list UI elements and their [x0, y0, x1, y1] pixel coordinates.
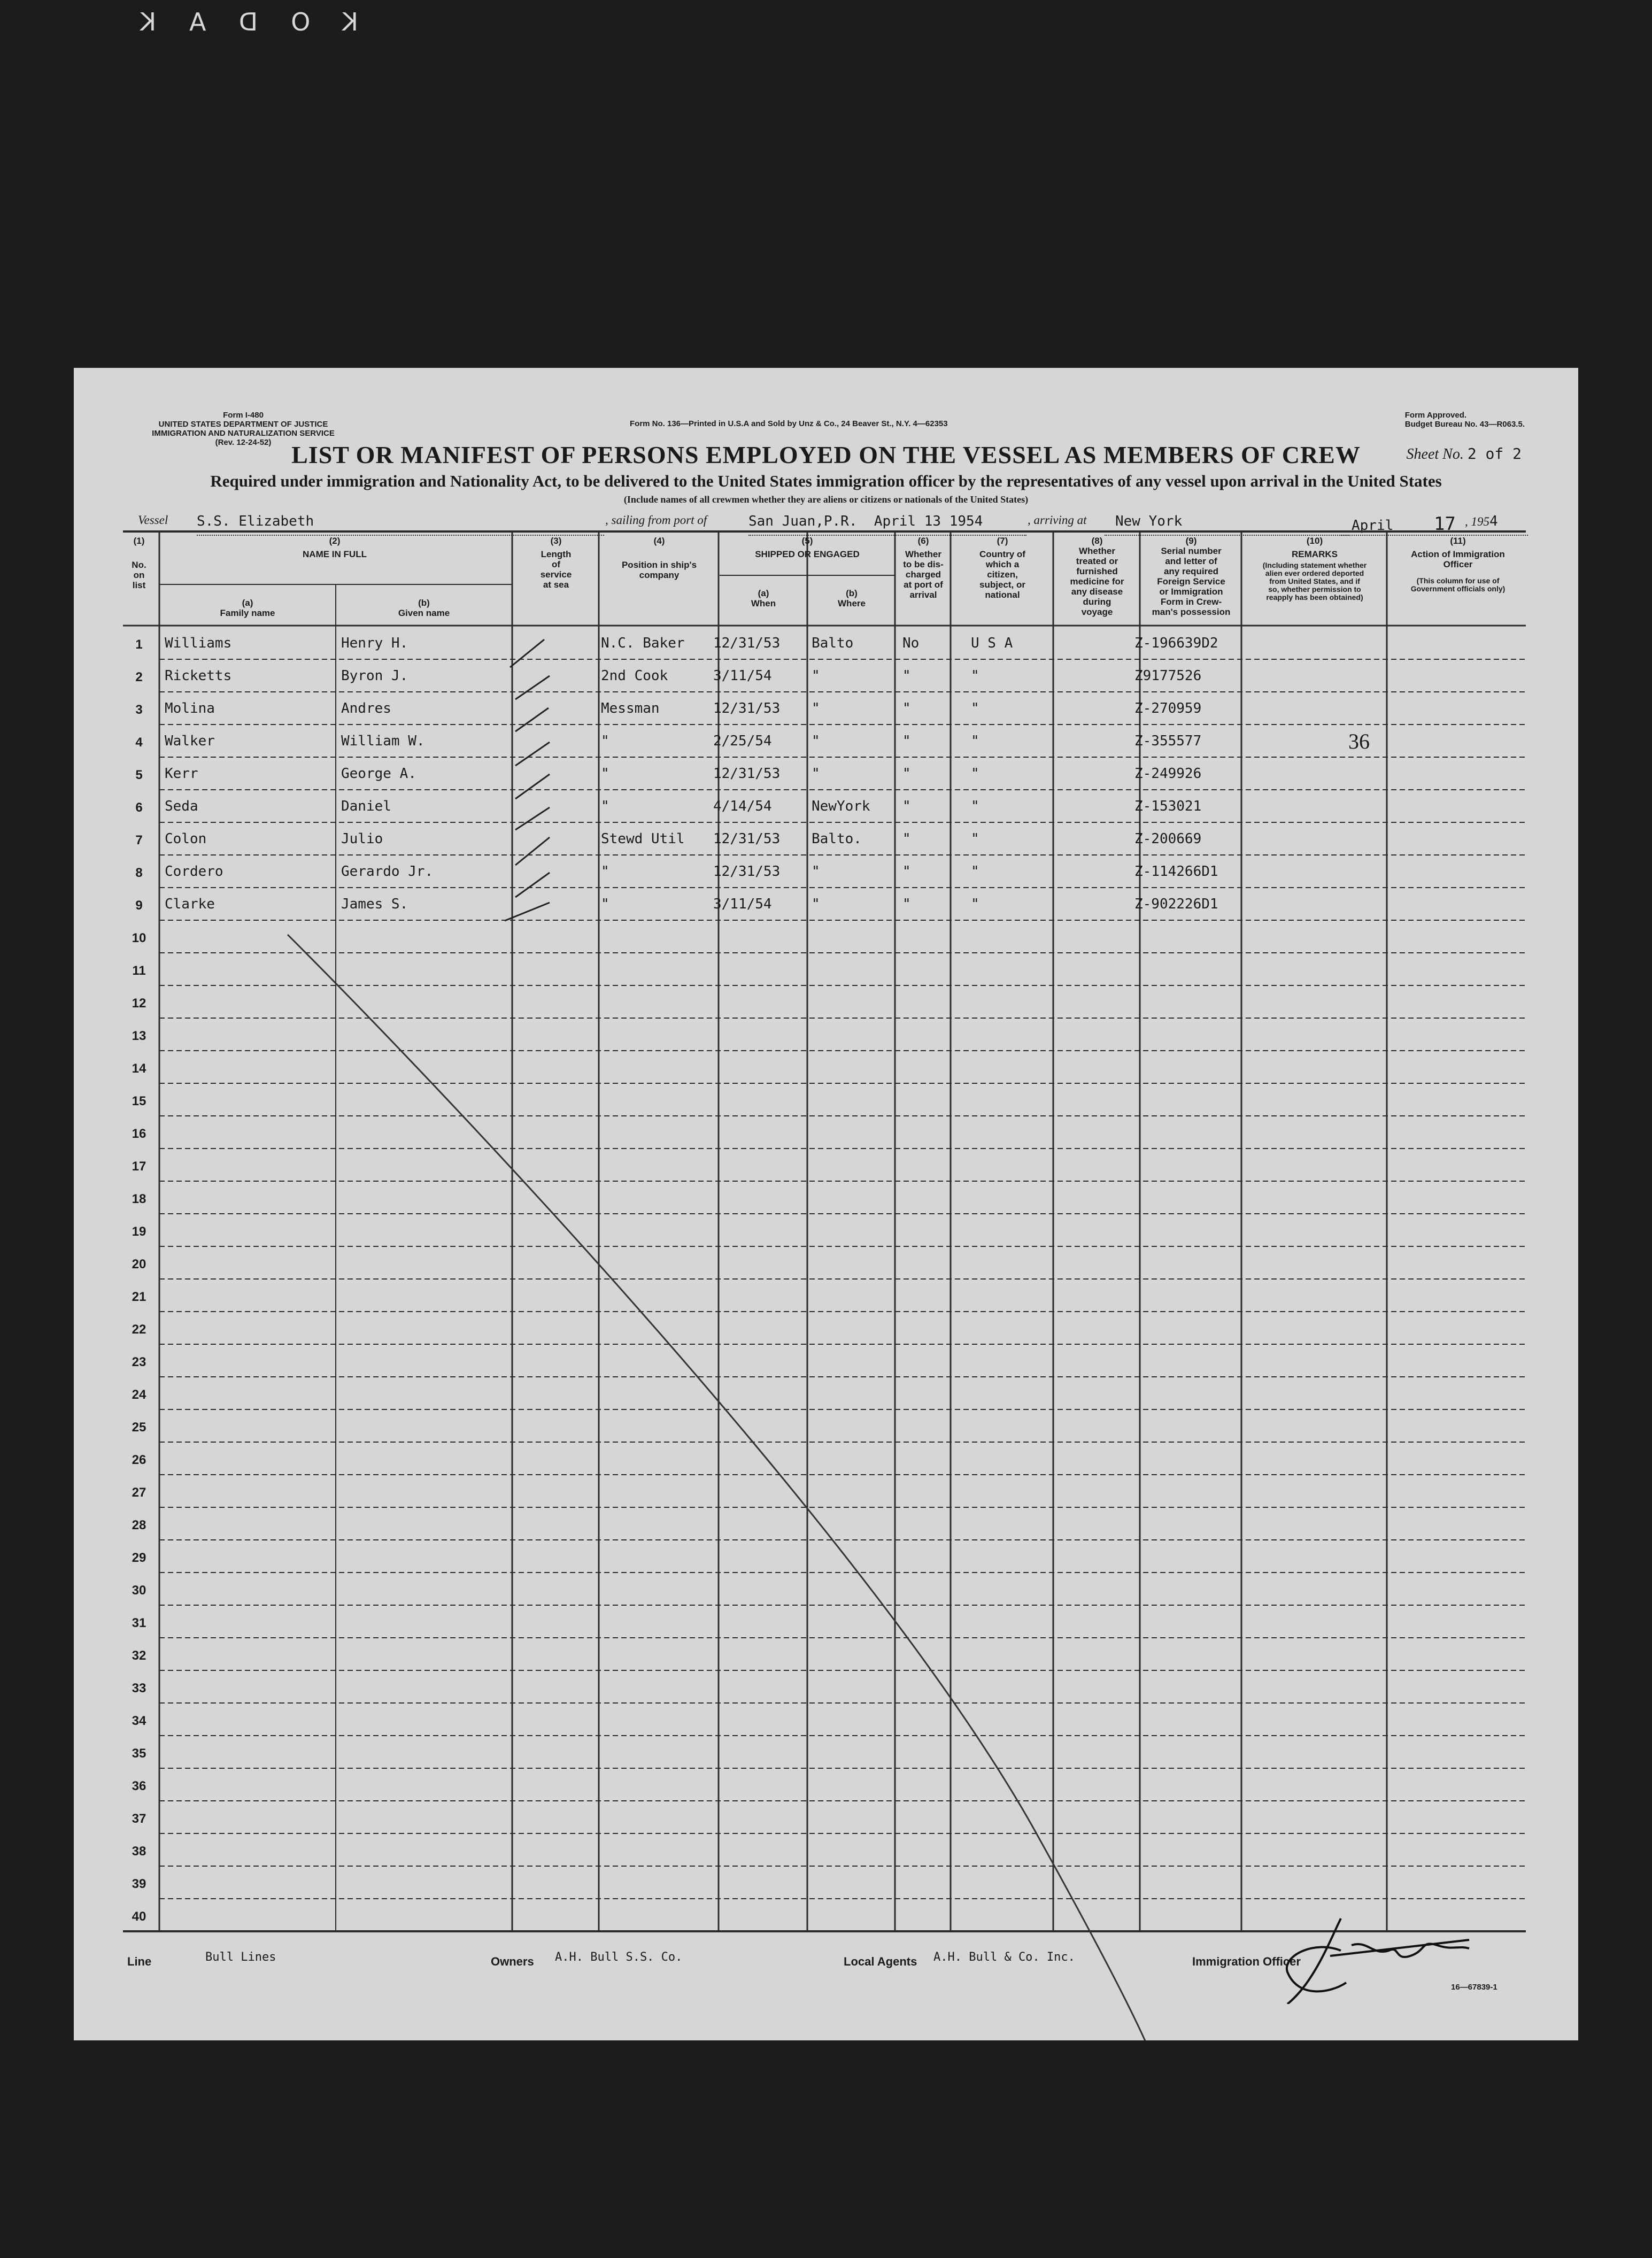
row-number: 6 — [135, 800, 143, 815]
cell-serial: Z-355577 — [1134, 733, 1202, 749]
row-number: 37 — [132, 1812, 146, 1826]
cell-given: William W. — [341, 733, 425, 749]
line-label: Line — [127, 1955, 152, 1968]
owners-label: Owners — [491, 1955, 534, 1968]
cell-discharged: No — [902, 635, 920, 651]
col-no-header: (1) No. on list — [132, 536, 146, 590]
col-service-header: (3) Length of service at sea — [540, 536, 572, 590]
row-number: 28 — [132, 1518, 146, 1532]
line-value: Bull Lines — [205, 1951, 276, 1964]
sheet-label: Sheet No. — [1406, 446, 1464, 463]
row-number: 13 — [132, 1029, 146, 1043]
table-row — [74, 629, 1578, 661]
cell-position: Stewd Util — [601, 831, 685, 847]
cell-when: 12/31/53 — [713, 700, 781, 716]
arrival-year: , 1954 — [1465, 513, 1498, 529]
col-country-header: (7) Country of which a citizen, subject, or national — [979, 536, 1025, 600]
cell-where: " — [812, 700, 820, 716]
row-number: 25 — [132, 1420, 146, 1435]
row-number: 39 — [132, 1877, 146, 1891]
cell-position: " — [601, 864, 609, 880]
cell-serial: Z-114266D1 — [1134, 864, 1218, 880]
row-number: 2 — [135, 670, 143, 684]
row-number: 23 — [132, 1355, 146, 1369]
cell-given: James S. — [341, 896, 408, 912]
table-row — [74, 727, 1578, 759]
table-row — [74, 792, 1578, 824]
cell-country: " — [971, 864, 979, 880]
cell-country: " — [971, 831, 979, 847]
table-row — [74, 661, 1578, 694]
department-name: UNITED STATES DEPARTMENT OF JUSTICE — [158, 420, 328, 429]
cell-family: Seda — [165, 798, 198, 814]
row-number: 10 — [132, 931, 146, 945]
vessel-name: S.S. Elizabeth — [197, 513, 604, 536]
cell-when: 4/14/54 — [713, 798, 772, 814]
table-row — [74, 857, 1578, 890]
cell-country: U S A — [971, 635, 1013, 651]
sheet-value: 2 of 2 — [1467, 445, 1522, 463]
col-action-header: (11) Action of Immigration Officer (This column for use of Government officials only) — [1410, 536, 1506, 593]
row-number: 36 — [132, 1779, 146, 1793]
cell-family: Clarke — [165, 896, 215, 912]
service-name: IMMIGRATION AND NATURALIZATION SERVICE — [152, 429, 335, 438]
cell-country: " — [971, 896, 979, 912]
arrival-port: New York — [1105, 513, 1350, 536]
cell-given: Andres — [341, 700, 391, 716]
vessel-label: Vessel — [138, 513, 168, 527]
cell-remarks: 36 — [1348, 729, 1370, 753]
cell-country: " — [971, 668, 979, 684]
sailing-label: , sailing from port of — [605, 513, 707, 527]
cell-serial: Z-200669 — [1134, 831, 1202, 847]
cell-family: Molina — [165, 700, 215, 716]
film-edge-marking: KODAK — [106, 7, 358, 36]
row-number: 17 — [132, 1159, 146, 1174]
cell-where: Balto — [812, 635, 854, 651]
bureau-number: Budget Bureau No. 43—R063.5. — [1404, 420, 1525, 429]
cell-serial: Z-270959 — [1134, 700, 1202, 716]
cell-discharged: " — [902, 831, 911, 847]
print-code: 16—67839-1 — [1451, 1983, 1497, 1992]
form-number: Form I-480 — [223, 411, 264, 420]
cell-serial: Z-196639D2 — [1134, 635, 1218, 651]
row-number: 15 — [132, 1094, 146, 1108]
cell-where: " — [812, 766, 820, 782]
cell-given: Julio — [341, 831, 383, 847]
row-number: 40 — [132, 1909, 146, 1924]
cell-where: NewYork — [812, 798, 870, 814]
row-number: 11 — [132, 964, 146, 978]
cell-serial: Z-249926 — [1134, 766, 1202, 782]
cell-position: " — [601, 766, 609, 782]
cell-where: " — [812, 864, 820, 880]
col-shipped-header: (5) SHIPPED OR ENGAGED — [755, 536, 860, 559]
cell-given: Byron J. — [341, 668, 408, 684]
cell-family: Kerr — [165, 766, 198, 782]
row-number: 29 — [132, 1551, 146, 1565]
cell-when: 12/31/53 — [713, 766, 781, 782]
cell-given: Henry H. — [341, 635, 408, 651]
cell-discharged: " — [902, 798, 911, 814]
cell-position: N.C. Baker — [601, 635, 685, 651]
row-number: 5 — [135, 768, 143, 782]
col-given-header: (b) Given name — [398, 598, 450, 618]
cell-where: " — [812, 668, 820, 684]
cell-where: " — [812, 733, 820, 749]
col-remarks-header: (10) REMARKS (Including statement whether alien ever ordered deported from United States, and if so, whether permission to reapply has been obtained) — [1262, 536, 1367, 602]
col-medical-header: (8) Whether treated or furnished medicine for any disease during voyage — [1070, 536, 1124, 617]
cell-family: Walker — [165, 733, 215, 749]
officer-signature — [1266, 1908, 1565, 2004]
row-number: 8 — [135, 866, 143, 880]
cell-country: " — [971, 798, 979, 814]
row-number: 3 — [135, 703, 143, 717]
cell-country: " — [971, 733, 979, 749]
cell-discharged: " — [902, 766, 911, 782]
row-number: 14 — [132, 1061, 146, 1076]
cell-position: " — [601, 798, 609, 814]
col-name-header: (2) NAME IN FULL — [303, 536, 367, 559]
row-number: 31 — [132, 1616, 146, 1630]
cell-country: " — [971, 766, 979, 782]
row-number: 20 — [132, 1257, 146, 1271]
owners-value: A.H. Bull S.S. Co. — [555, 1951, 683, 1964]
cell-discharged: " — [902, 700, 911, 716]
row-number: 1 — [135, 637, 143, 652]
cell-when: 2/25/54 — [713, 733, 772, 749]
cell-serial: Z-153021 — [1134, 798, 1202, 814]
agents-label: Local Agents — [844, 1955, 917, 1968]
row-number: 21 — [132, 1290, 146, 1304]
col-where-header: (b) Where — [838, 588, 866, 608]
cell-where: " — [812, 896, 820, 912]
cell-family: Ricketts — [165, 668, 232, 684]
row-number: 26 — [132, 1453, 146, 1467]
cell-when: 3/11/54 — [713, 668, 772, 684]
cell-when: 12/31/53 — [713, 864, 781, 880]
row-number: 7 — [135, 833, 143, 847]
cell-serial: Z9177526 — [1134, 668, 1202, 684]
row-number: 34 — [132, 1714, 146, 1728]
table-row — [74, 890, 1578, 922]
cell-where: Balto. — [812, 831, 862, 847]
agents-value: A.H. Bull & Co. Inc. — [933, 1951, 1075, 1964]
row-number: 4 — [135, 735, 143, 750]
officer-label: Immigration Officer — [1192, 1955, 1301, 1968]
cell-position: Messman — [601, 700, 660, 716]
cell-given: Gerardo Jr. — [341, 864, 434, 880]
cell-given: Daniel — [341, 798, 391, 814]
row-number: 32 — [132, 1648, 146, 1663]
table-row — [74, 824, 1578, 857]
row-number: 16 — [132, 1127, 146, 1141]
form-subtitle: Required under immigration and Nationality Act, to be delivered to the United States immigration officer by the representatives of any vessel upon arrival in the United States — [210, 472, 1442, 490]
row-number: 19 — [132, 1224, 146, 1239]
printer-imprint: Form No. 136—Printed in U.S.A and Sold by Unz & Co., 24 Beaver St., N.Y. 4—62353 — [630, 419, 948, 428]
row-number: 12 — [132, 996, 146, 1011]
cell-discharged: " — [902, 733, 911, 749]
cell-discharged: " — [902, 668, 911, 684]
col-position-header: (4) Position in ship's company — [621, 536, 697, 580]
cell-when: 12/31/53 — [713, 635, 781, 651]
cell-family: Williams — [165, 635, 232, 651]
arriving-label: , arriving at — [1028, 513, 1087, 527]
cell-position: 2nd Cook — [601, 668, 668, 684]
row-number: 38 — [132, 1844, 146, 1859]
row-number: 27 — [132, 1485, 146, 1500]
cell-position: " — [601, 733, 609, 749]
approval-line: Form Approved. — [1404, 411, 1467, 420]
cell-position: " — [601, 896, 609, 912]
cell-when: 12/31/53 — [713, 831, 781, 847]
row-number: 33 — [132, 1681, 146, 1696]
cell-serial: Z-902226D1 — [1134, 896, 1218, 912]
cell-family: Colon — [165, 831, 207, 847]
col-serial-header: (9) Serial number and letter of any required Foreign Service or Immigration Form in Crew- man's possession — [1152, 536, 1231, 617]
row-number: 22 — [132, 1322, 146, 1337]
row-number: 35 — [132, 1746, 146, 1761]
row-number: 9 — [135, 898, 143, 913]
cell-discharged: " — [902, 896, 911, 912]
departure-port: San Juan,P.R. April 13 1954 — [748, 513, 1026, 536]
manifest-grid — [74, 368, 1578, 2040]
table-row — [74, 759, 1578, 792]
col-family-header: (a) Family name — [220, 598, 275, 618]
form-title: LIST OR MANIFEST OF PERSONS EMPLOYED ON THE VESSEL AS MEMBERS OF CREW — [291, 441, 1361, 468]
row-number: 24 — [132, 1388, 146, 1402]
cell-family: Cordero — [165, 864, 223, 880]
arrival-date: April 17 — [1341, 513, 1528, 536]
cell-given: George A. — [341, 766, 416, 782]
row-number: 30 — [132, 1583, 146, 1598]
cell-discharged: " — [902, 864, 911, 880]
table-row — [74, 694, 1578, 727]
crew-manifest-form — [74, 368, 1578, 2040]
cell-country: " — [971, 700, 979, 716]
row-number: 18 — [132, 1192, 146, 1206]
col-discharged-header: (6) Whether to be dis- charged at port of arrival — [903, 536, 944, 600]
revision-date: (Rev. 12-24-52) — [215, 438, 272, 447]
col-when-header: (a) When — [751, 588, 776, 608]
form-note: (Include names of all crewmen whether they are aliens or citizens or nationals of the United States) — [623, 494, 1029, 505]
cell-when: 3/11/54 — [713, 896, 772, 912]
